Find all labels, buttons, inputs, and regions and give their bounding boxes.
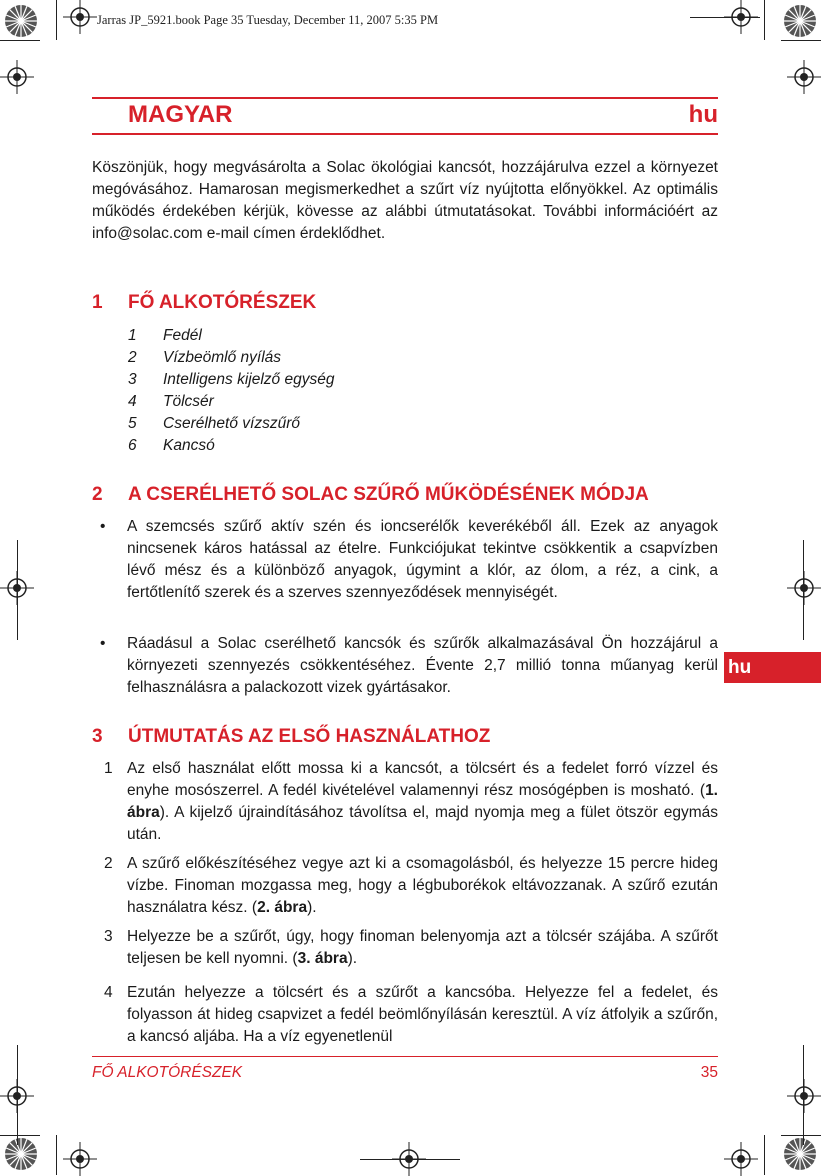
part-number: 5 [128, 415, 137, 432]
part-label: Vízbeömlő nyílás [163, 349, 282, 366]
part-number: 6 [128, 437, 137, 454]
bullet-text: A szemcsés szűrő aktív szén és ioncserélők keverékéből áll. Ezek az anyagok nincsenek káros hatással az ételre. Funkciójukat tekintve csökkentik a csapvízben lévő mész és a különböző anyagok, úgymint a klór, az ólom, a réz, a cink, a fertőtlenítő szerek és a szerves szennyeződések mennyiségét. [127, 518, 718, 601]
running-head: Jarras JP_5921.book Page 35 Tuesday, December 11, 2007 5:35 PM [97, 13, 439, 27]
section-title: ÚTMUTATÁS AZ ELSŐ HASZNÁLATHOZ [128, 726, 491, 747]
part-list-item [128, 413, 300, 435]
page-language-title: MAGYAR [128, 101, 233, 128]
part-list-item [128, 347, 281, 369]
crop-mark [764, 0, 765, 40]
page-number: 35 [700, 1064, 718, 1081]
registration-crosshair-icon [787, 60, 821, 94]
part-list-item [128, 435, 215, 457]
registration-sunburst-icon [4, 1137, 38, 1171]
step-item [92, 758, 718, 846]
part-label: Intelligens kijelző egység [163, 371, 335, 388]
step-number: 1 [104, 760, 113, 777]
crop-mark [803, 1045, 804, 1145]
step-text: Ezután helyezze a tölcsért és a szűrőt a kancsóba. Helyezze fel a fedelet, és folyasson át hideg csapvizet a fedél beömlőnyílásán keresztül. A víz átfolyik a szűrőn, a kancsó aljába. Ha a víz egyenetlenül [127, 984, 718, 1045]
crop-mark [0, 1135, 40, 1136]
part-number: 2 [128, 349, 137, 366]
crop-mark [0, 40, 40, 41]
figure-reference: 1. ábra [127, 782, 718, 821]
crop-mark [690, 17, 760, 18]
crop-mark [781, 40, 821, 41]
crop-mark [56, 0, 57, 40]
part-list-item [128, 391, 214, 413]
step-number: 4 [104, 984, 113, 1001]
bullet-item [92, 516, 718, 604]
part-number: 3 [128, 371, 137, 388]
step-number: 2 [104, 855, 113, 872]
crop-mark [17, 540, 18, 640]
crop-mark [17, 1045, 18, 1145]
step-item [92, 982, 718, 1048]
step-text: Helyezze be a szűrőt, úgy, hogy finoman belenyomja azt a tölcsér szájába. A szűrőt teljesen be kell nyomni. (3. ábra). [127, 928, 718, 967]
figure-reference: 2. ábra [257, 899, 308, 916]
registration-sunburst-icon [783, 4, 817, 38]
registration-crosshair-icon [63, 0, 97, 34]
bullet-text: Ráadásul a Solac cserélhető kancsók és szűrők alkalmazásával Ön hozzájárul a környezeti szennyezés csökkentéséhez. Évente 2,7 millió tonna műanyag kerül felhasználásra a palackozott vizek gyártásakor. [127, 635, 718, 696]
step-item [92, 926, 718, 970]
header-top-rule [92, 97, 718, 99]
part-number: 1 [128, 327, 137, 344]
header-bottom-rule [92, 133, 718, 135]
footer-rule [92, 1056, 718, 1057]
bullet-icon: • [100, 518, 106, 535]
registration-crosshair-icon [0, 60, 34, 94]
crop-mark [803, 540, 804, 640]
crop-mark [360, 1159, 460, 1160]
part-label: Fedél [163, 327, 202, 344]
registration-sunburst-icon [783, 1137, 817, 1171]
part-label: Kancsó [163, 437, 215, 454]
section-number: 1 [92, 292, 103, 313]
section-number: 2 [92, 484, 103, 505]
part-list-item [128, 325, 202, 347]
step-number: 3 [104, 928, 113, 945]
registration-crosshair-icon [787, 1079, 821, 1113]
crop-mark [781, 1135, 821, 1136]
step-text: A szűrő előkészítéséhez vegye azt ki a csomagolásból, és helyezze 15 percre hideg vízbe. Finoman mozgassa meg, hogy a légbuborékok eltávozzanak. A szűrő ezután használatra kész. (2. ábra). [127, 855, 718, 916]
registration-crosshair-icon [787, 571, 821, 605]
part-list-item [128, 369, 334, 391]
bullet-item [92, 633, 718, 699]
registration-sunburst-icon [4, 4, 38, 38]
step-item [92, 853, 718, 919]
crop-mark [56, 1135, 57, 1175]
figure-reference: 3. ábra [297, 950, 348, 967]
section-title: A CSERÉLHETŐ SOLAC SZŰRŐ MŰKÖDÉSÉNEK MÓDJA [128, 484, 649, 505]
part-number: 4 [128, 393, 137, 410]
section-title: FŐ ALKOTÓRÉSZEK [128, 292, 317, 313]
registration-crosshair-icon [724, 1142, 758, 1176]
part-label: Cserélhető vízszűrő [163, 415, 300, 432]
bullet-icon: • [100, 635, 106, 652]
step-text: Az első használat előtt mossa ki a kancsót, a tölcsért és a fedelet forró vízzel és enyhe mosószerrel. A fedél kivételével valamennyi rész mosógépben is mosható. (1. ábra). A kijelző újraindításához távolítsa el, majd nyomja meg a fület ötször egymás után. [127, 760, 718, 843]
registration-crosshair-icon [63, 1142, 97, 1176]
page-language-code: hu [688, 101, 718, 128]
crop-mark [764, 1135, 765, 1175]
part-label: Tölcsér [163, 393, 214, 410]
intro-paragraph: Köszönjük, hogy megvásárolta a Solac ökológiai kancsót, hozzájárulva ezzel a környezet megóvásához. Hamarosan megismerkedhet a szűrt víz nyújtotta előnyökkel. Az optimális működés érdekében kérjük, kövesse az alábbi útmutatásokat. További információért az info@solac.com e-mail címen érdeklődhet. [92, 159, 718, 242]
language-side-tab: hu [724, 652, 821, 683]
section-number: 3 [92, 726, 103, 747]
footer-section-name: FŐ ALKOTÓRÉSZEK [92, 1064, 243, 1081]
